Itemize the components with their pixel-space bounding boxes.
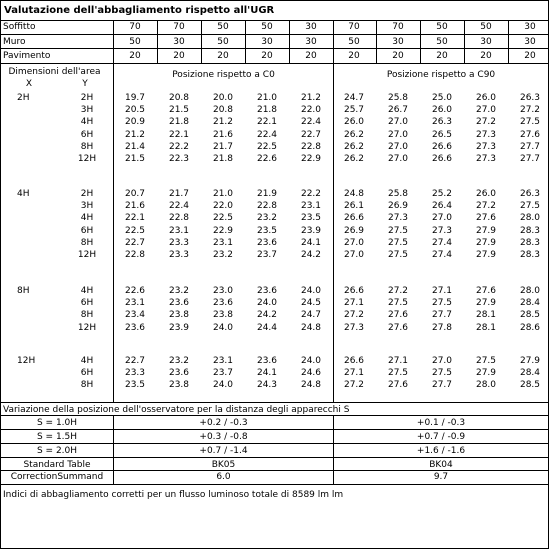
ugr-value-c90: 26.6 [343,356,365,366]
ugr-value-c0: 23.5 [256,226,278,236]
correction-summand-c90: 9.7 [433,472,449,482]
divider [333,20,334,63]
ugr-value-c90: 27.9 [475,250,497,260]
ugr-value-c0: 24.1 [256,368,278,378]
ugr-value-c0: 23.2 [212,250,234,260]
ugr-value-c0: 20.8 [168,93,190,103]
ugr-value-c90: 27.2 [475,117,497,127]
ugr-value-c90: 27.0 [387,142,409,152]
ugr-value-c0: 22.1 [168,130,190,140]
ugr-value-c0: 23.2 [168,286,190,296]
divider [157,20,158,63]
ugr-value-c90: 26.9 [343,226,365,236]
row-y-label: 6H [80,298,94,308]
ugr-value-c90: 27.1 [387,356,409,366]
ugr-value-c0: 22.7 [300,130,322,140]
divider [1,429,548,430]
correction-summand-label: CorrectionSummand [10,472,104,482]
ugr-value-c0: 24.4 [256,323,278,333]
ugr-value-c90: 27.9 [475,368,497,378]
ugr-value-c90: 25.7 [343,105,365,115]
ugr-value-c0: 22.6 [124,286,146,296]
ugr-value-c0: 23.8 [212,310,234,320]
ugr-value-c0: 19.7 [124,93,146,103]
ugr-value-c0: 23.6 [256,286,278,296]
ugr-value-c0: 24.0 [300,286,322,296]
x-axis-label: X [25,79,33,89]
variation-label: S = 2.0H [36,446,78,456]
ugr-value-c90: 27.8 [431,323,453,333]
variation-c90: +1.6 / -1.6 [416,446,466,456]
reflectance-value: 20 [129,51,141,61]
ugr-value-c90: 27.5 [387,368,409,378]
row-y-label: 3H [80,105,94,115]
variation-title: Variazione della posizione dell'osservatore per la distanza degli apparecchi S [3,405,350,415]
ugr-value-c0: 20.8 [212,105,234,115]
row-y-label: 8H [80,310,94,320]
variation-c0: +0.3 / -0.8 [199,432,248,442]
ugr-value-c0: 24.3 [256,380,278,390]
row-y-label: 2H [80,93,94,103]
divider [113,63,114,402]
ugr-value-c90: 25.8 [387,93,409,103]
c0-header: Posizione rispetto a C0 [172,70,275,80]
ugr-value-c90: 25.2 [431,189,453,199]
reflectance-value: 30 [524,22,536,32]
ugr-value-c90: 28.0 [519,286,541,296]
row-y-label: 8H [80,238,94,248]
reflectance-value: 20 [217,51,229,61]
ugr-value-c90: 27.0 [431,213,453,223]
ugr-value-c90: 25.0 [431,93,453,103]
ugr-value-c0: 21.6 [124,201,146,211]
ugr-value-c0: 23.1 [300,201,322,211]
ugr-value-c90: 28.4 [519,368,541,378]
ugr-value-c0: 21.6 [212,130,234,140]
c90-header: Posizione rispetto a C90 [386,70,496,80]
ugr-value-c90: 28.5 [519,310,541,320]
divider [1,470,548,471]
ugr-value-c90: 27.5 [475,356,497,366]
standard-table-c90: BK04 [429,460,453,470]
reflectance-value: 30 [173,37,185,47]
ugr-value-c0: 23.0 [212,286,234,296]
reflectance-label: Pavimento [3,51,51,61]
ugr-value-c90: 27.6 [387,380,409,390]
ugr-value-c90: 26.0 [431,105,453,115]
ugr-value-c0: 23.7 [256,250,278,260]
group-x-label: 4H [17,189,30,199]
ugr-value-c0: 22.2 [168,142,190,152]
ugr-value-c90: 27.6 [475,213,497,223]
ugr-value-c0: 22.0 [300,105,322,115]
divider [1,443,548,444]
reflectance-value: 50 [217,22,229,32]
ugr-value-c90: 26.0 [343,117,365,127]
ugr-value-c0: 20.5 [124,105,146,115]
reflectance-label: Soffitto [3,22,36,32]
divider [1,63,548,64]
reflectance-value: 50 [480,22,492,32]
ugr-value-c0: 23.1 [168,226,190,236]
ugr-value-c90: 26.2 [343,130,365,140]
ugr-value-c0: 21.9 [256,189,278,199]
ugr-value-c0: 22.3 [168,154,190,164]
ugr-value-c90: 28.6 [519,323,541,333]
ugr-value-c0: 24.0 [212,380,234,390]
ugr-value-c90: 25.8 [387,189,409,199]
ugr-value-c0: 23.1 [212,238,234,248]
ugr-value-c0: 23.1 [124,298,146,308]
row-y-label: 12H [77,154,97,164]
group-x-label: 8H [17,286,30,296]
ugr-value-c90: 27.3 [475,154,497,164]
variation-label: S = 1.0H [36,418,78,428]
reflectance-value: 50 [261,22,273,32]
reflectance-value: 30 [524,37,536,47]
table-title: Valutazione dell'abbagliamento rispetto all'UGR [4,5,275,16]
ugr-value-c90: 26.0 [475,93,497,103]
ugr-value-c90: 27.2 [343,310,365,320]
row-y-label: 4H [80,356,94,366]
variation-c0: +0.2 / -0.3 [199,418,248,428]
ugr-value-c0: 22.5 [212,213,234,223]
reflectance-value: 50 [129,37,141,47]
ugr-value-c0: 24.6 [300,368,322,378]
ugr-value-c90: 26.9 [387,201,409,211]
ugr-value-c90: 28.1 [475,310,497,320]
ugr-value-c90: 27.9 [475,238,497,248]
variation-c0: +0.7 / -1.4 [199,446,248,456]
ugr-value-c0: 24.0 [212,323,234,333]
ugr-value-c0: 23.8 [168,310,190,320]
ugr-value-c0: 23.5 [124,380,146,390]
divider [1,34,548,35]
ugr-value-c0: 23.6 [124,323,146,333]
ugr-value-c0: 23.8 [168,380,190,390]
ugr-value-c0: 21.2 [212,117,234,127]
reflectance-value: 70 [173,22,185,32]
ugr-value-c90: 28.3 [519,238,541,248]
ugr-value-c90: 26.3 [519,189,541,199]
ugr-value-c0: 23.3 [168,250,190,260]
group-x-label: 2H [17,93,30,103]
reflectance-value: 50 [217,37,229,47]
row-y-label: 8H [80,380,94,390]
ugr-value-c0: 21.2 [124,130,146,140]
ugr-value-c90: 27.7 [519,142,541,152]
ugr-value-c90: 27.6 [519,130,541,140]
row-y-label: 6H [80,368,94,378]
reflectance-value: 50 [436,37,448,47]
ugr-value-c0: 20.9 [124,117,146,127]
reflectance-value: 20 [305,51,317,61]
ugr-value-c0: 23.9 [168,323,190,333]
ugr-value-c90: 28.5 [519,380,541,390]
ugr-value-c90: 27.5 [431,368,453,378]
row-y-label: 12H [77,323,97,333]
ugr-value-c90: 27.3 [475,130,497,140]
ugr-value-c0: 22.8 [300,142,322,152]
ugr-value-c0: 22.7 [124,238,146,248]
ugr-value-c0: 23.3 [124,368,146,378]
ugr-value-c90: 27.9 [519,356,541,366]
ugr-value-c90: 24.7 [343,93,365,103]
variation-c90: +0.7 / -0.9 [416,432,466,442]
ugr-value-c90: 27.2 [475,201,497,211]
divider [1,457,548,458]
ugr-value-c90: 27.6 [475,286,497,296]
ugr-value-c90: 27.0 [343,238,365,248]
ugr-value-c90: 28.3 [519,250,541,260]
ugr-value-c0: 22.4 [256,130,278,140]
ugr-value-c0: 24.0 [256,298,278,308]
row-y-label: 8H [80,142,94,152]
ugr-value-c0: 23.7 [212,368,234,378]
divider [201,20,202,63]
ugr-value-c0: 21.7 [212,142,234,152]
ugr-value-c90: 27.5 [519,201,541,211]
standard-table-label: Standard Table [23,460,91,470]
ugr-value-c0: 23.2 [256,213,278,223]
divider [1,484,548,485]
row-y-label: 4H [80,213,94,223]
row-y-label: 6H [80,130,94,140]
ugr-value-c90: 26.5 [431,130,453,140]
ugr-value-c90: 26.1 [343,201,365,211]
reflectance-value: 20 [173,51,185,61]
ugr-value-c90: 26.2 [343,142,365,152]
ugr-value-c90: 27.5 [387,250,409,260]
ugr-value-c0: 24.2 [300,250,322,260]
ugr-value-c90: 27.7 [431,380,453,390]
correction-summand-c0: 6.0 [216,472,231,482]
ugr-value-c0: 22.4 [300,117,322,127]
ugr-value-c0: 24.1 [300,238,322,248]
divider [289,20,290,63]
ugr-value-c0: 23.6 [168,368,190,378]
standard-table-c0: BK05 [211,460,236,470]
ugr-value-c90: 27.5 [387,226,409,236]
ugr-value-c90: 27.3 [475,142,497,152]
ugr-value-c0: 22.8 [256,201,278,211]
ugr-value-c0: 21.8 [212,154,234,164]
ugr-value-c90: 26.2 [343,154,365,164]
ugr-value-c0: 23.6 [212,298,234,308]
ugr-value-c90: 27.0 [431,356,453,366]
reflectance-value: 20 [436,51,448,61]
ugr-value-c0: 21.7 [168,189,190,199]
reflectance-value: 20 [348,51,360,61]
reflectance-value: 30 [392,37,404,47]
room-dimensions-label: Dimensioni dell'area [8,67,101,77]
ugr-value-c0: 23.6 [256,238,278,248]
ugr-value-c0: 21.8 [168,117,190,127]
divider [420,20,421,63]
ugr-value-c0: 21.2 [300,93,322,103]
ugr-value-c90: 27.3 [431,226,453,236]
divider [333,415,334,484]
ugr-value-c90: 26.3 [519,93,541,103]
ugr-value-c90: 27.0 [343,250,365,260]
ugr-value-c0: 22.7 [124,356,146,366]
ugr-value-c90: 27.4 [431,238,453,248]
reflectance-value: 30 [261,37,273,47]
ugr-value-c0: 22.9 [212,226,234,236]
ugr-value-c90: 26.6 [431,142,453,152]
footer-note: Indici di abbagliamento corretti per un flusso luminoso totale di 8589 lm lm [3,490,344,500]
ugr-value-c90: 26.6 [343,286,365,296]
ugr-value-c90: 27.5 [431,298,453,308]
divider [1,20,548,21]
ugr-value-c90: 28.0 [519,213,541,223]
row-y-label: 3H [80,201,94,211]
ugr-value-c90: 27.0 [387,154,409,164]
ugr-value-c0: 20.7 [124,189,146,199]
row-y-label: 4H [80,286,94,296]
ugr-value-c90: 24.8 [343,189,365,199]
ugr-value-c0: 23.1 [212,356,234,366]
ugr-value-c0: 23.9 [300,226,322,236]
divider [376,20,377,63]
ugr-value-c0: 24.0 [300,356,322,366]
ugr-value-c0: 23.5 [300,213,322,223]
ugr-value-c90: 26.3 [431,117,453,127]
ugr-value-c90: 27.0 [387,130,409,140]
y-axis-label: Y [82,79,88,89]
reflectance-label: Muro [3,37,26,47]
reflectance-value: 20 [261,51,273,61]
ugr-value-c90: 26.7 [387,105,409,115]
ugr-value-c0: 23.3 [168,238,190,248]
ugr-value-c0: 22.2 [300,189,322,199]
divider [333,63,334,402]
ugr-value-c0: 22.1 [256,117,278,127]
ugr-value-c0: 24.8 [300,380,322,390]
reflectance-value: 70 [129,22,141,32]
ugr-value-c90: 27.9 [475,226,497,236]
ugr-value-c0: 22.8 [168,213,190,223]
ugr-value-c0: 21.0 [256,93,278,103]
ugr-value-c90: 27.0 [475,105,497,115]
ugr-value-c0: 22.0 [212,201,234,211]
ugr-value-c0: 22.5 [124,226,146,236]
reflectance-value: 30 [305,37,317,47]
row-y-label: 4H [80,117,94,127]
ugr-value-c90: 27.6 [387,310,409,320]
divider [113,20,114,63]
ugr-value-c0: 22.1 [124,213,146,223]
ugr-value-c0: 21.5 [124,154,146,164]
ugr-value-c90: 27.2 [387,286,409,296]
reflectance-value: 50 [436,22,448,32]
ugr-value-c90: 27.2 [519,105,541,115]
ugr-value-c0: 21.4 [124,142,146,152]
reflectance-value: 20 [480,51,492,61]
ugr-value-c0: 21.8 [256,105,278,115]
divider [1,48,548,49]
ugr-value-c90: 26.0 [475,189,497,199]
divider [245,20,246,63]
row-y-label: 2H [80,189,94,199]
ugr-value-c90: 27.1 [431,286,453,296]
ugr-value-c90: 26.6 [431,154,453,164]
ugr-value-c90: 27.7 [519,154,541,164]
ugr-value-c90: 28.0 [475,380,497,390]
ugr-value-c0: 23.2 [168,356,190,366]
row-y-label: 6H [80,226,94,236]
ugr-value-c90: 27.3 [387,213,409,223]
ugr-value-c0: 22.5 [256,142,278,152]
reflectance-value: 20 [524,51,536,61]
reflectance-value: 70 [348,22,360,32]
ugr-value-c90: 27.7 [431,310,453,320]
reflectance-value: 30 [480,37,492,47]
ugr-value-c0: 20.0 [212,93,234,103]
ugr-value-c90: 27.9 [475,298,497,308]
ugr-value-c0: 24.7 [300,310,322,320]
ugr-value-c90: 26.6 [343,213,365,223]
divider [1,415,548,416]
ugr-value-c90: 26.4 [431,201,453,211]
ugr-value-c90: 27.1 [343,298,365,308]
divider [464,20,465,63]
ugr-value-c90: 27.2 [343,380,365,390]
ugr-value-c90: 27.0 [387,117,409,127]
ugr-value-c0: 22.6 [256,154,278,164]
ugr-value-c0: 24.8 [300,323,322,333]
divider [113,415,114,484]
ugr-value-c0: 22.4 [168,201,190,211]
reflectance-value: 20 [392,51,404,61]
ugr-value-c90: 27.5 [387,298,409,308]
divider [508,20,509,63]
reflectance-value: 70 [392,22,404,32]
ugr-value-c90: 28.3 [519,226,541,236]
ugr-value-c90: 28.1 [475,323,497,333]
ugr-value-c90: 28.4 [519,298,541,308]
variation-label: S = 1.5H [36,432,78,442]
ugr-value-c90: 27.5 [519,117,541,127]
ugr-value-c0: 22.8 [124,250,146,260]
ugr-value-c0: 21.5 [168,105,190,115]
ugr-value-c0: 23.6 [256,356,278,366]
ugr-value-c90: 27.5 [387,238,409,248]
reflectance-value: 30 [305,22,317,32]
ugr-value-c0: 23.4 [124,310,146,320]
variation-c90: +0.1 / -0.3 [416,418,466,428]
ugr-value-c0: 24.2 [256,310,278,320]
ugr-value-c0: 24.5 [300,298,322,308]
reflectance-value: 50 [348,37,360,47]
ugr-value-c0: 22.9 [300,154,322,164]
ugr-value-c90: 27.4 [431,250,453,260]
divider [1,402,548,403]
ugr-value-c0: 23.6 [168,298,190,308]
ugr-value-c90: 27.3 [343,323,365,333]
group-x-label: 12H [17,356,36,366]
ugr-value-c0: 21.0 [212,189,234,199]
row-y-label: 12H [77,250,97,260]
ugr-value-c90: 27.1 [343,368,365,378]
ugr-value-c90: 27.6 [387,323,409,333]
